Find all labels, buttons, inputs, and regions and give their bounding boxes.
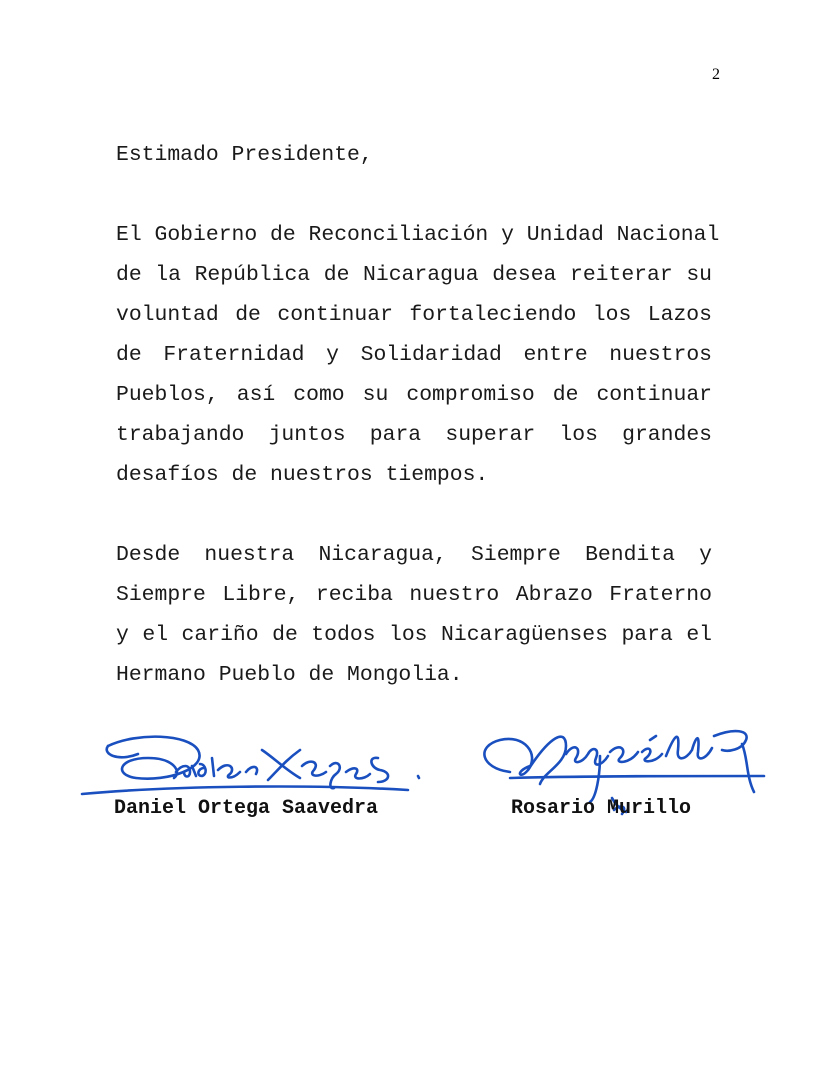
- paragraph-1: [116, 215, 720, 495]
- page-number: 2: [712, 66, 720, 83]
- paragraph-1-line: El Gobierno de Reconciliación y Unidad Nacional: [116, 223, 720, 247]
- paragraph-1-line: voluntad de continuar fortaleciendo los Lazos: [116, 303, 712, 327]
- handwritten-signature-icon: [78, 728, 440, 808]
- paragraph-2-line: Siempre Libre, reciba nuestro Abrazo Fraterno: [116, 583, 712, 607]
- paragraph-1-line: de Fraternidad y Solidaridad entre nuestros: [116, 343, 712, 367]
- signer-name: Daniel Ortega Saavedra: [114, 797, 379, 820]
- salutation: Estimado Presidente,: [116, 143, 373, 167]
- paragraph-2-line: y el cariño de todos los Nicaragüenses para el: [116, 623, 712, 647]
- paragraph-2-line: Hermano Pueblo de Mongolia.: [116, 663, 463, 687]
- paragraph-1-line: Pueblos, así como su compromiso de continuar: [116, 383, 712, 407]
- paragraph-2: [116, 535, 712, 695]
- paragraph-2-line: Desde nuestra Nicaragua, Siempre Bendita y: [116, 543, 712, 567]
- paragraph-1-line: de la República de Nicaragua desea reiterar su: [116, 263, 712, 287]
- paragraph-1-line: trabajando juntos para superar los grandes: [116, 423, 712, 447]
- paragraph-1-line: desafíos de nuestros tiempos.: [116, 463, 489, 487]
- signature-1-drawing: [78, 728, 440, 808]
- signer-name: Rosario Murillo: [511, 797, 692, 820]
